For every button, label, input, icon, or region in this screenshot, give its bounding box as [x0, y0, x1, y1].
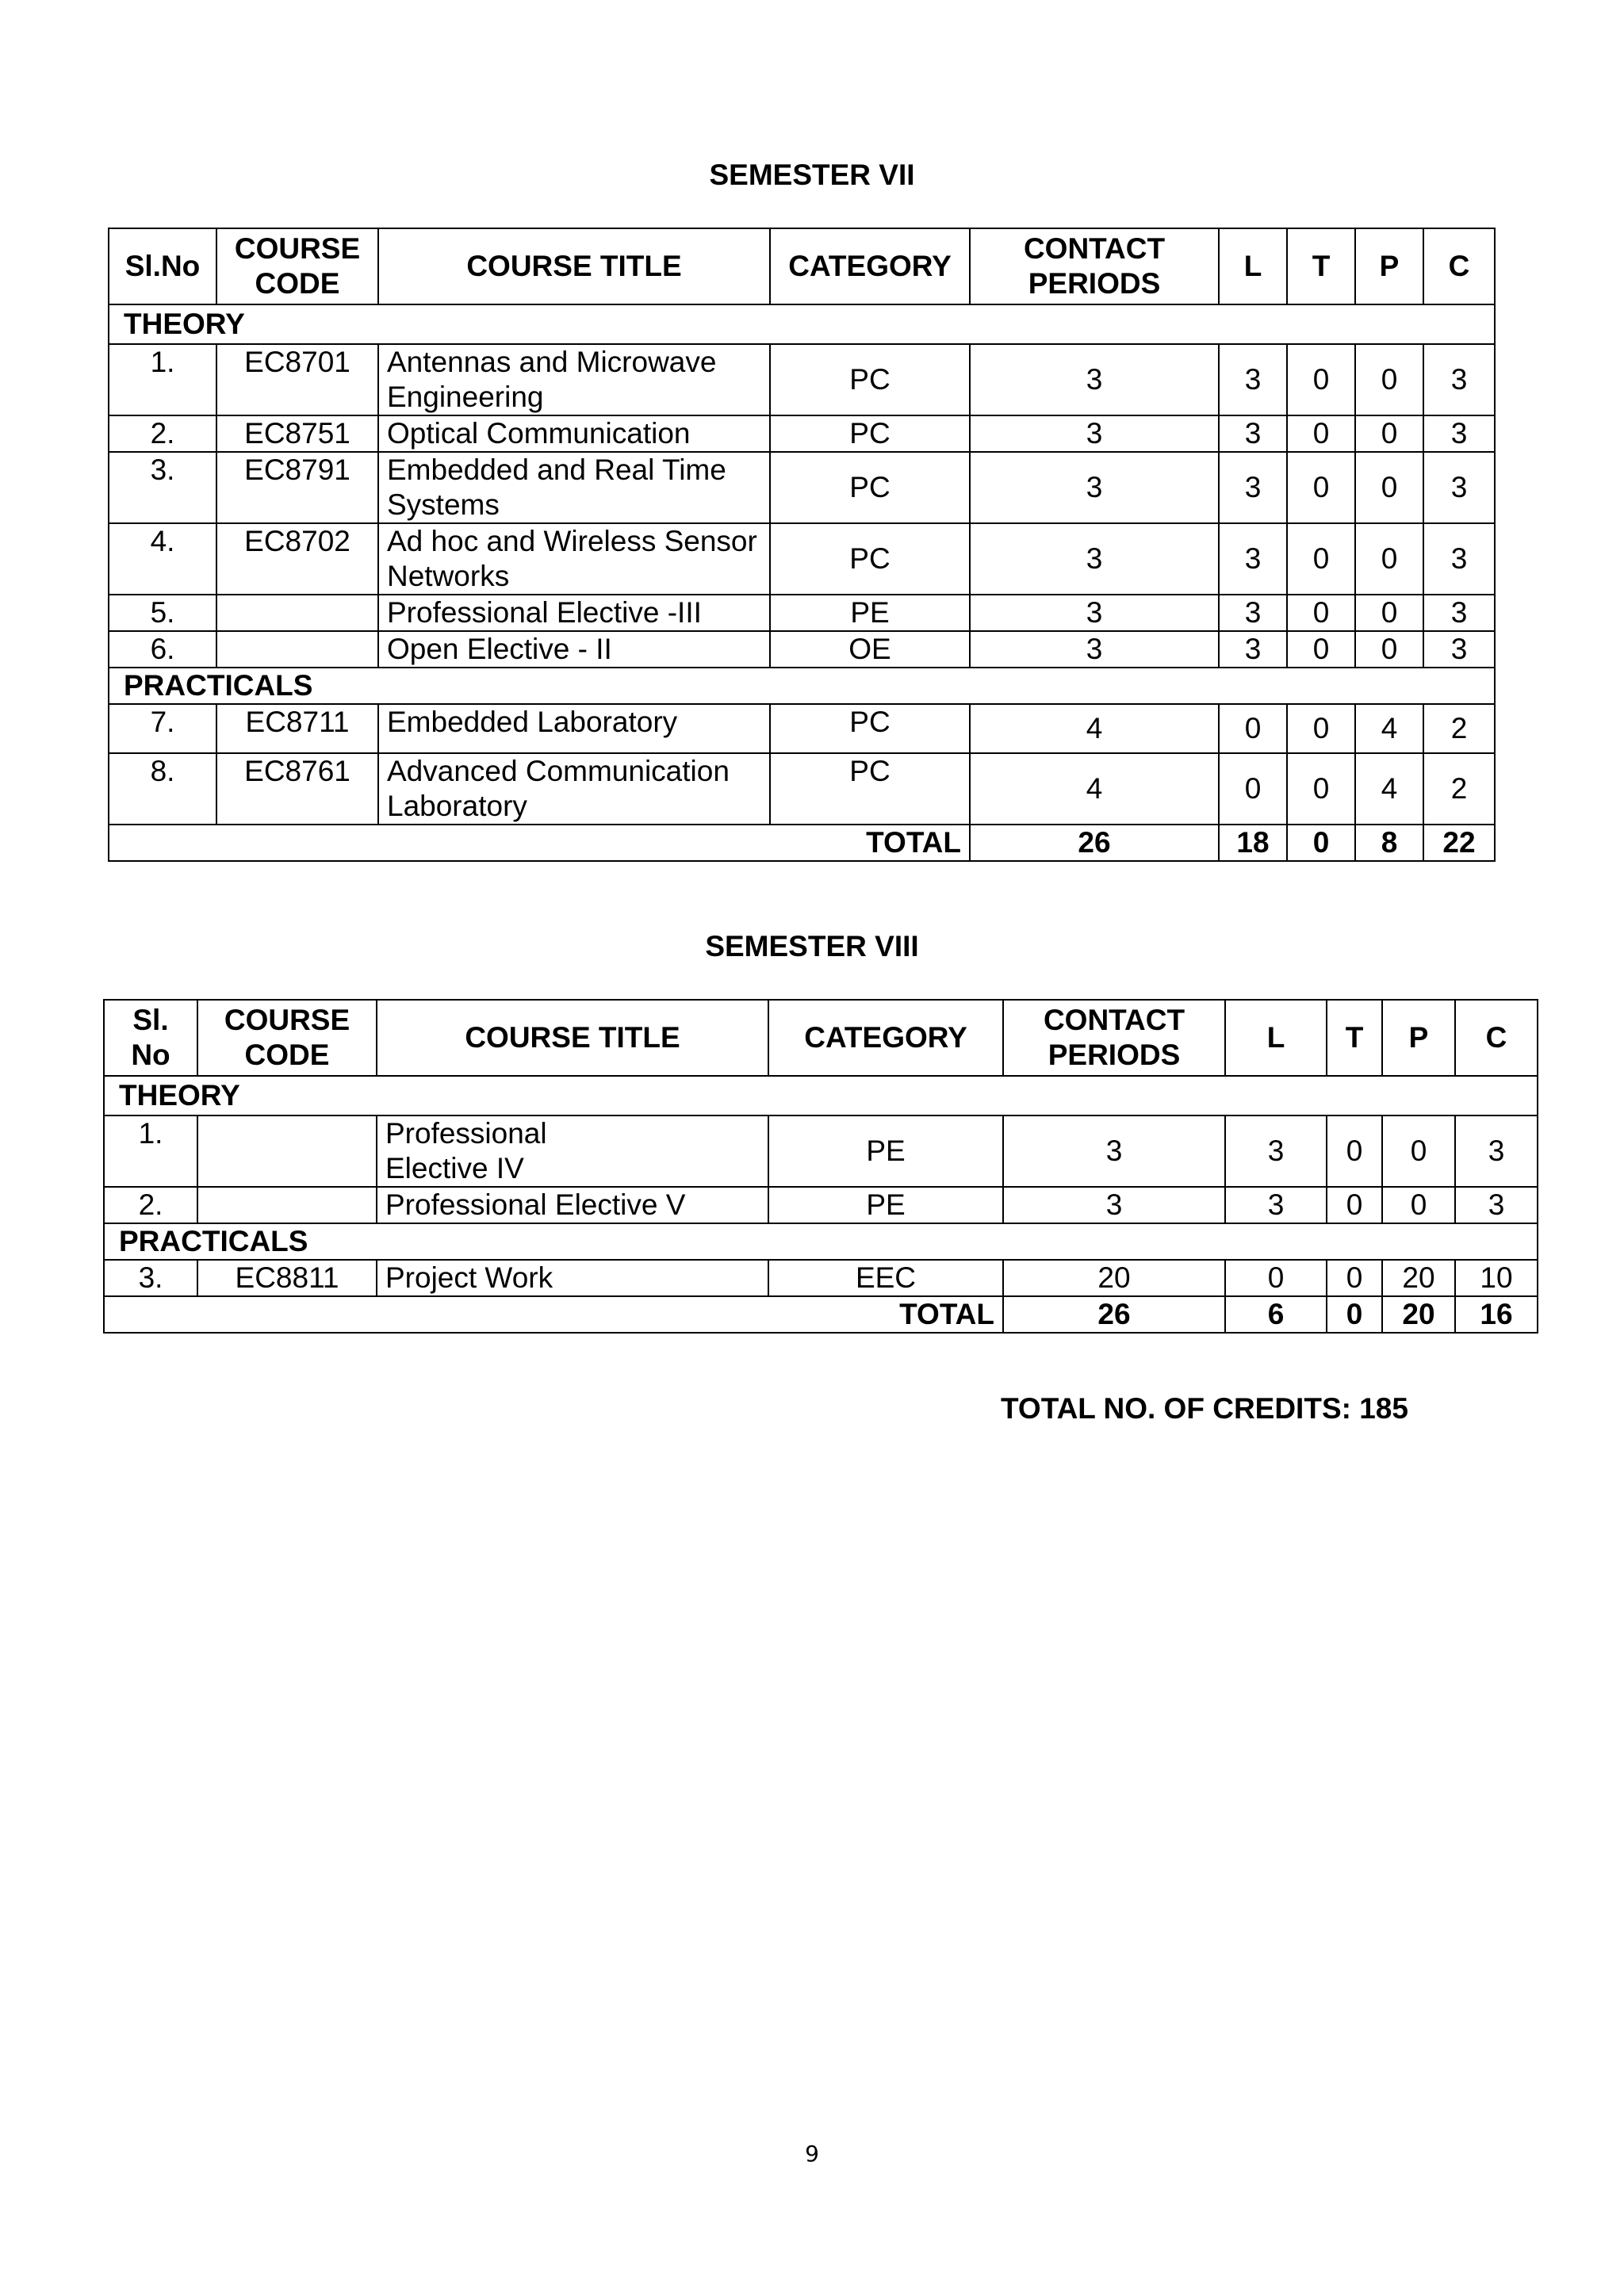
cell-course-title: Antennas and Microwave Engineering: [378, 344, 770, 415]
cell-c: 3: [1423, 344, 1495, 415]
cell-category: EEC: [768, 1260, 1003, 1296]
cell-course-code: EC8751: [216, 415, 378, 452]
cell-p: 0: [1355, 452, 1423, 523]
cell-course-code: [216, 595, 378, 631]
header-c: C: [1455, 1000, 1538, 1076]
cell-category: OE: [770, 631, 970, 668]
cell-t: 0: [1287, 631, 1355, 668]
cell-course-title: Professional Elective V: [377, 1187, 768, 1223]
cell-course-code: EC8701: [216, 344, 378, 415]
cell-l: 3: [1225, 1187, 1327, 1223]
section-row-theory: [104, 1076, 1538, 1115]
table-row: [109, 523, 1495, 595]
cell-course-title: Embedded Laboratory: [378, 704, 770, 753]
page-number: 9: [805, 2141, 819, 2167]
cell-slno: 3.: [109, 452, 216, 523]
cell-course-code: EC8761: [216, 753, 378, 825]
section-row-practicals: [104, 1223, 1538, 1260]
cell-p: 0: [1355, 344, 1423, 415]
total-row: [109, 825, 1495, 861]
cell-p: 0: [1355, 415, 1423, 452]
table-row: [109, 452, 1495, 523]
cell-contact-periods: 3: [1003, 1115, 1225, 1187]
header-l: L: [1219, 228, 1287, 304]
cell-c: 3: [1423, 452, 1495, 523]
total-contact-periods: 26: [1003, 1296, 1225, 1333]
cell-category: PE: [770, 595, 970, 631]
cell-category: PC: [770, 753, 970, 825]
cell-t: 0: [1287, 452, 1355, 523]
cell-p: 4: [1355, 704, 1423, 753]
total-credits: TOTAL NO. OF CREDITS: 185: [1001, 1392, 1408, 1425]
cell-t: 0: [1287, 344, 1355, 415]
total-l: 18: [1219, 825, 1287, 861]
cell-slno: 2.: [109, 415, 216, 452]
cell-l: 3: [1219, 595, 1287, 631]
header-course-code: COURSE CODE: [216, 228, 378, 304]
cell-contact-periods: 4: [970, 704, 1219, 753]
cell-p: 4: [1355, 753, 1423, 825]
cell-category: PE: [768, 1115, 1003, 1187]
cell-c: 3: [1423, 595, 1495, 631]
header-course-title: COURSE TITLE: [377, 1000, 768, 1076]
cell-l: 3: [1219, 415, 1287, 452]
cell-contact-periods: 4: [970, 753, 1219, 825]
cell-c: 3: [1455, 1115, 1538, 1187]
table-row: [104, 1115, 1538, 1187]
cell-t: 0: [1287, 415, 1355, 452]
header-category: CATEGORY: [768, 1000, 1003, 1076]
total-t: 0: [1287, 825, 1355, 861]
table-row: [109, 704, 1495, 753]
total-l: 6: [1225, 1296, 1327, 1333]
section-label-practicals: PRACTICALS: [109, 668, 1495, 704]
header-t: T: [1327, 1000, 1382, 1076]
cell-t: 0: [1287, 704, 1355, 753]
header-course-title: COURSE TITLE: [378, 228, 770, 304]
cell-c: 3: [1455, 1187, 1538, 1223]
cell-category: PE: [768, 1187, 1003, 1223]
cell-c: 2: [1423, 753, 1495, 825]
cell-l: 0: [1225, 1260, 1327, 1296]
cell-l: 0: [1219, 753, 1287, 825]
section-label-theory: THEORY: [109, 304, 1495, 344]
table-row: [109, 415, 1495, 452]
cell-c: 3: [1423, 631, 1495, 668]
total-contact-periods: 26: [970, 825, 1219, 861]
table-row: [109, 344, 1495, 415]
header-contact-periods: CONTACT PERIODS: [1003, 1000, 1225, 1076]
table-row: [104, 1260, 1538, 1296]
cell-contact-periods: 3: [970, 523, 1219, 595]
total-c: 22: [1423, 825, 1495, 861]
cell-category: PC: [770, 344, 970, 415]
header-course-code: COURSE CODE: [197, 1000, 377, 1076]
table-header-row: [104, 1000, 1538, 1076]
cell-contact-periods: 3: [970, 595, 1219, 631]
cell-course-code: EC8711: [216, 704, 378, 753]
cell-course-title: Open Elective - II: [378, 631, 770, 668]
semester-viii-title: SEMESTER VIII: [705, 930, 919, 962]
cell-l: 3: [1219, 523, 1287, 595]
header-contact-periods: CONTACT PERIODS: [970, 228, 1219, 304]
table-row: [109, 631, 1495, 668]
cell-contact-periods: 3: [970, 631, 1219, 668]
cell-c: 10: [1455, 1260, 1538, 1296]
section-row-theory: [109, 304, 1495, 344]
cell-course-title: Professional Elective IV: [377, 1115, 768, 1187]
cell-course-title: Project Work: [377, 1260, 768, 1296]
cell-slno: 8.: [109, 753, 216, 825]
semester-viii-table: [103, 999, 1538, 1334]
cell-l: 3: [1219, 452, 1287, 523]
header-t: T: [1287, 228, 1355, 304]
cell-c: 3: [1423, 523, 1495, 595]
cell-course-code: [197, 1115, 377, 1187]
cell-category: PC: [770, 452, 970, 523]
cell-slno: 4.: [109, 523, 216, 595]
cell-contact-periods: 3: [1003, 1187, 1225, 1223]
cell-course-title: Advanced Communication Laboratory: [378, 753, 770, 825]
cell-contact-periods: 3: [970, 415, 1219, 452]
cell-category: PC: [770, 523, 970, 595]
section-label-theory: THEORY: [104, 1076, 1538, 1115]
header-l: L: [1225, 1000, 1327, 1076]
cell-course-code: [197, 1187, 377, 1223]
table-row: [109, 595, 1495, 631]
cell-course-code: EC8791: [216, 452, 378, 523]
cell-p: 0: [1355, 631, 1423, 668]
cell-l: 3: [1219, 631, 1287, 668]
table-row: [109, 753, 1495, 825]
header-category: CATEGORY: [770, 228, 970, 304]
total-p: 20: [1382, 1296, 1455, 1333]
cell-course-code: EC8811: [197, 1260, 377, 1296]
cell-slno: 2.: [104, 1187, 197, 1223]
semester-vii-table: [108, 228, 1496, 862]
cell-course-title: Ad hoc and Wireless Sensor Networks: [378, 523, 770, 595]
cell-course-title: Professional Elective -III: [378, 595, 770, 631]
total-c: 16: [1455, 1296, 1538, 1333]
cell-p: 0: [1382, 1115, 1455, 1187]
cell-t: 0: [1287, 595, 1355, 631]
cell-t: 0: [1327, 1187, 1382, 1223]
cell-course-title: Optical Communication: [378, 415, 770, 452]
cell-contact-periods: 3: [970, 452, 1219, 523]
semester-vii-title: SEMESTER VII: [709, 159, 915, 191]
cell-contact-periods: 20: [1003, 1260, 1225, 1296]
cell-l: 0: [1219, 704, 1287, 753]
cell-t: 0: [1327, 1260, 1382, 1296]
section-row-practicals: [109, 668, 1495, 704]
cell-category: PC: [770, 704, 970, 753]
header-c: C: [1423, 228, 1495, 304]
section-label-practicals: PRACTICALS: [104, 1223, 1538, 1260]
header-slno: Sl. No: [104, 1000, 197, 1076]
total-label: TOTAL: [109, 825, 970, 861]
cell-t: 0: [1327, 1115, 1382, 1187]
cell-p: 0: [1382, 1187, 1455, 1223]
cell-slno: 3.: [104, 1260, 197, 1296]
header-p: P: [1382, 1000, 1455, 1076]
total-t: 0: [1327, 1296, 1382, 1333]
cell-p: 0: [1355, 523, 1423, 595]
cell-l: 3: [1219, 344, 1287, 415]
total-p: 8: [1355, 825, 1423, 861]
cell-slno: 6.: [109, 631, 216, 668]
cell-slno: 7.: [109, 704, 216, 753]
cell-slno: 1.: [109, 344, 216, 415]
cell-c: 2: [1423, 704, 1495, 753]
total-row: [104, 1296, 1538, 1333]
cell-t: 0: [1287, 753, 1355, 825]
header-slno: Sl.No: [109, 228, 216, 304]
cell-course-title: Embedded and Real Time Systems: [378, 452, 770, 523]
cell-contact-periods: 3: [970, 344, 1219, 415]
cell-category: PC: [770, 415, 970, 452]
cell-c: 3: [1423, 415, 1495, 452]
cell-slno: 5.: [109, 595, 216, 631]
cell-course-code: EC8702: [216, 523, 378, 595]
cell-t: 0: [1287, 523, 1355, 595]
header-p: P: [1355, 228, 1423, 304]
total-label: TOTAL: [104, 1296, 1003, 1333]
table-header-row: [109, 228, 1495, 304]
cell-p: 0: [1355, 595, 1423, 631]
cell-slno: 1.: [104, 1115, 197, 1187]
cell-p: 20: [1382, 1260, 1455, 1296]
cell-l: 3: [1225, 1115, 1327, 1187]
table-row: [104, 1187, 1538, 1223]
cell-course-code: [216, 631, 378, 668]
